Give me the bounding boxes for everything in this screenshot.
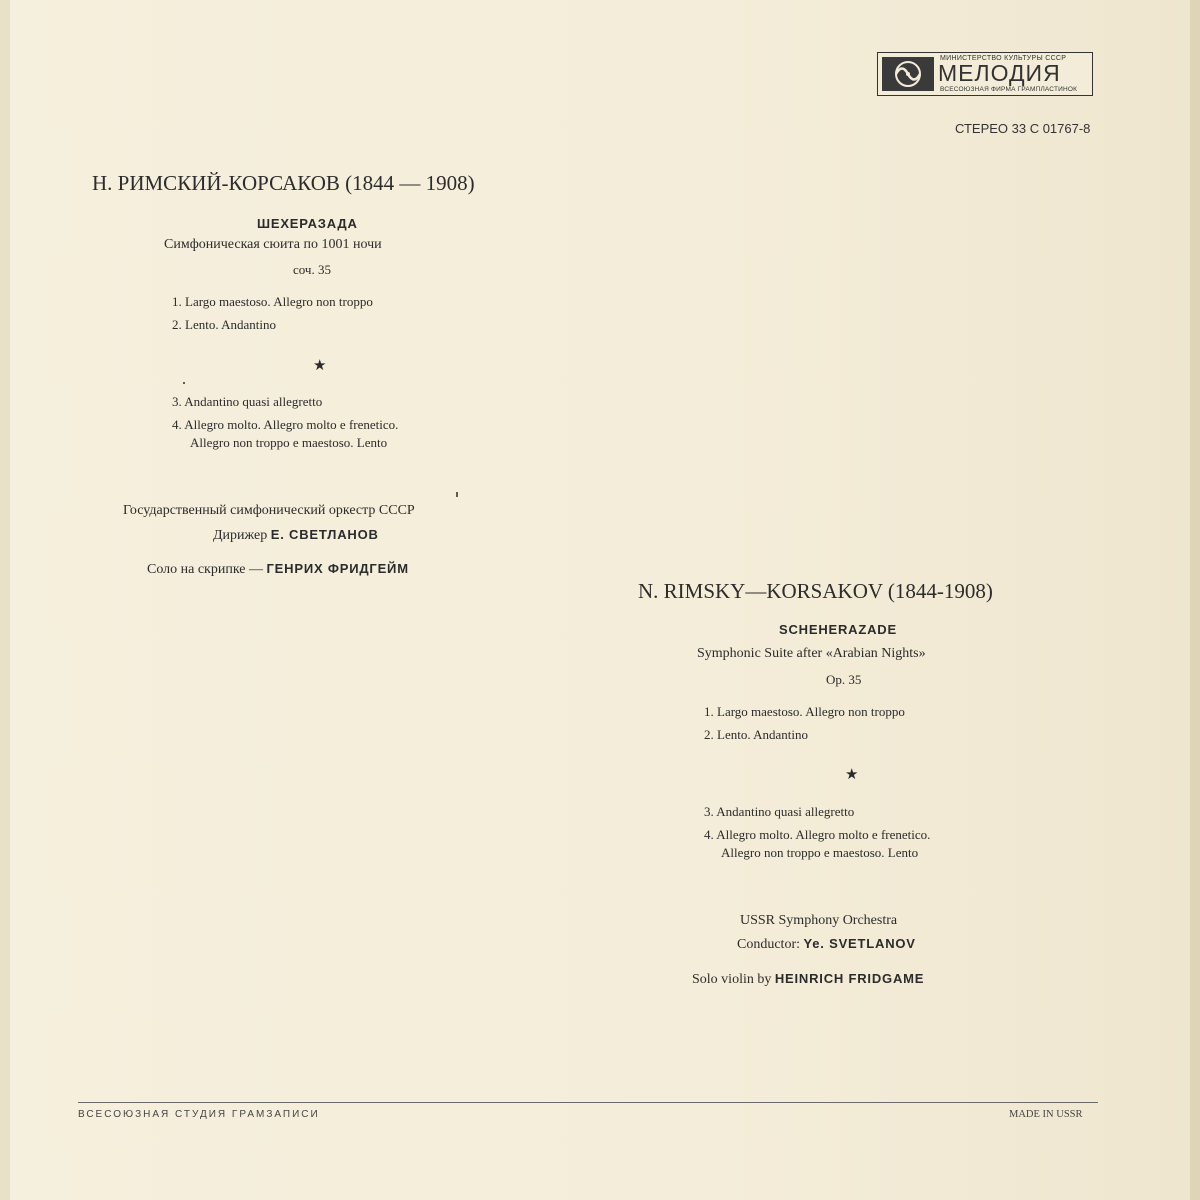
logo-bottom-line: ВСЕСОЮЗНАЯ ФИРМА ГРАМПЛАСТИНОК [940,86,1078,93]
en-conductor-name: Ye. SVETLANOV [803,936,916,951]
footer-made-in: MADE IN USSR [1009,1109,1083,1120]
en-track-2-text: Lento. Andantino [717,727,808,742]
en-track-3-num: 3. [704,804,714,819]
footer-rule [78,1102,1098,1103]
right-edge [1190,0,1200,1200]
en-track-1-text: Largo maestoso. Allegro non troppo [717,704,905,719]
en-conductor [737,936,916,953]
ru-conductor-name: Е. СВЕТЛАНОВ [270,527,379,542]
en-solo [692,971,924,988]
en-orchestra: USSR Symphony Orchestra [740,913,898,928]
ru-subtitle: Симфоническая сюита по 1001 ночи [164,237,382,252]
ru-track-4 [172,417,398,433]
ru-composer: Н. РИМСКИЙ-КОРСАКОВ (1844 — 1908) [92,171,475,195]
en-conductor-label: Conductor: [737,937,800,952]
en-track-1-num: 1. [704,704,714,719]
ru-track-2 [172,317,276,333]
ru-solo-label: Соло на скрипке — [147,562,264,577]
ru-solo [147,561,409,578]
ru-opus: соч. 35 [293,262,331,277]
en-solo-label: Solo violin by [692,972,772,987]
ru-track-3 [172,394,322,410]
en-side-separator-star-icon: ★ [845,767,859,783]
en-composer: N. RIMSKY—KORSAKOV (1844-1908) [638,579,993,603]
ru-orchestra: Государственный симфонический оркестр СССР [123,503,415,518]
ru-track-3-text: Andantino quasi allegretto [184,394,323,409]
ru-conductor-label: Дирижер [213,528,268,543]
melodiya-logo-icon [882,57,934,91]
en-title: SCHEHERAZADE [779,622,897,637]
print-speck [183,382,185,384]
en-subtitle: Symphonic Suite after «Arabian Nights» [697,646,926,661]
ru-conductor [213,527,379,544]
en-track-2 [704,727,808,743]
en-track-3 [704,804,854,820]
en-track-2-num: 2. [704,727,714,742]
en-track-1 [704,704,905,720]
logo-top-line: МИНИСТЕРСТВО КУЛЬТУРЫ СССР [940,55,1067,62]
en-track-4-text: Allegro molto. Allegro molto e frenetico. [716,827,931,842]
en-track-4-line2: Allegro non troppo e maestoso. Lento [721,845,919,860]
ru-track-2-text: Lento. Andantino [185,317,276,332]
ru-track-1-num: 1. [172,294,182,309]
ru-track-1 [172,294,373,310]
ru-solo-name: ГЕНРИХ ФРИДГЕЙМ [266,561,409,576]
en-opus: Op. 35 [826,672,862,687]
ru-track-3-num: 3. [172,394,182,409]
ru-title: ШЕХЕРАЗАДА [257,216,358,231]
print-speck [456,492,458,497]
ru-track-4-num: 4. [172,417,182,432]
en-track-3-text: Andantino quasi allegretto [716,804,855,819]
melodiya-logo [877,52,1093,96]
logo-name: МЕЛОДИЯ [938,60,1061,86]
en-track-4-num: 4. [704,827,714,842]
ru-track-4-text: Allegro molto. Allegro molto e frenetico. [184,417,399,432]
left-edge [0,0,10,1200]
en-solo-name: HEINRICH FRIDGAME [774,971,925,986]
ru-track-2-num: 2. [172,317,182,332]
ru-track-4-line2: Allegro non troppo e maestoso. Lento [190,435,388,450]
catalog-number: СТЕРЕО 33 С 01767-8 [955,121,1091,136]
ru-side-separator-star-icon: ★ [313,358,327,374]
ru-track-1-text: Largo maestoso. Allegro non troppo [185,294,373,309]
footer-studio: ВСЕСОЮЗНАЯ СТУДИЯ ГРАМЗАПИСИ [78,1109,320,1120]
en-track-4 [704,827,930,843]
